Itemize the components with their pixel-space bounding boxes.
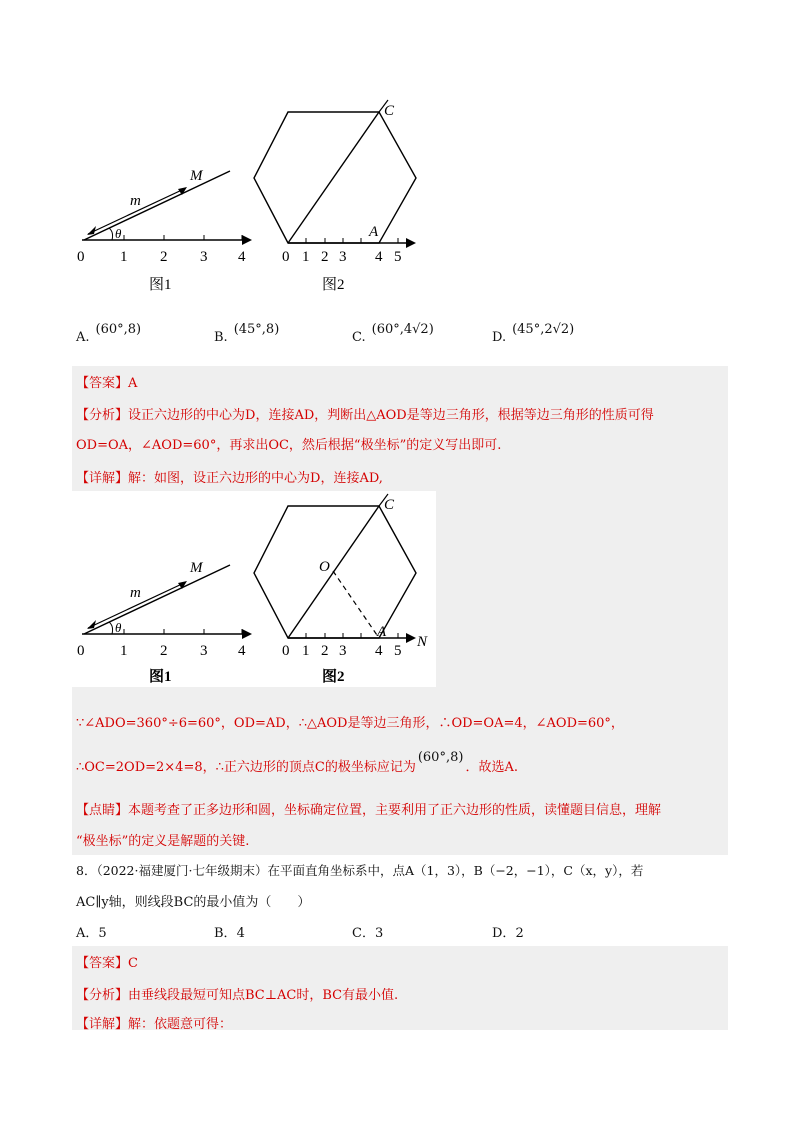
figure-top [72, 95, 432, 295]
fig2-tick-4: 4 [375, 249, 383, 265]
q8-stem-line1: 8．（2022·福建厦门·七年级期末）在平面直角坐标系中，点A（1，3），B（−2，−1），C（x，y），若 [76, 863, 644, 878]
q8-option-c: C．3 [352, 926, 384, 941]
fig1-label-M: M [190, 168, 203, 184]
q7-analysis-line2: OD=OA，∠AOD=60°，再求出OC，然后根据“极坐标”的定义写出即可. [76, 438, 502, 453]
q7-detail-line1: 【详解】解：如图，设正六边形的中心为D，连接AD, [76, 471, 383, 486]
fig1-tick-1: 1 [120, 249, 128, 265]
sol-fig2-tick-3: 3 [339, 643, 347, 659]
fig2-caption: 图2 [322, 277, 345, 293]
sol-fig2-label-C: C [384, 497, 395, 513]
sol-fig1-tick-4: 4 [238, 643, 246, 659]
fig1-tick-3: 3 [200, 249, 208, 265]
q8-option-a: A．5 [76, 926, 107, 941]
sol-fig2-label-A: A [377, 624, 387, 640]
fig2-tick-2: 2 [321, 249, 329, 265]
q7-comment-line2: “极坐标”的定义是解题的关键. [76, 834, 250, 849]
sol-fig1-caption: 图1 [149, 669, 172, 685]
q7-solution-line2: ∴OC=2OD=2×4=8，∴正六边形的顶点C的极坐标应记为(60°,8)．故选A. [76, 750, 518, 775]
sol-fig2-tick-5: 5 [394, 643, 402, 659]
sol-fig2-tick-2: 2 [321, 643, 329, 659]
fig1-label-theta: θ [115, 226, 122, 241]
fig2-label-A: A [369, 224, 379, 240]
sol-fig1-tick-0: 0 [77, 643, 85, 659]
fig1-tick-2: 2 [160, 249, 168, 265]
fig1-caption: 图1 [149, 277, 172, 293]
q7-option-a: A.(60°,8) [76, 322, 142, 345]
fig2-tick-1: 1 [302, 249, 310, 265]
q7-option-c: C.(60°,4√2) [352, 322, 434, 345]
sol-fig2-tick-0: 0 [282, 643, 290, 659]
q7-solution-line1: ∵∠ADO=360°÷6=60°，OD=AD，∴△AOD是等边三角形，∴OD=OA=4，∠AOD=60°， [76, 716, 624, 731]
sol-fig1-tick-1: 1 [120, 643, 128, 659]
q8-answer: 【答案】C [76, 956, 138, 971]
sol-fig1-label-M: M [190, 560, 203, 576]
q7-analysis-line1: 【分析】设正六边形的中心为D，连接AD，判断出△AOD是等边三角形，根据等边三角形的性质可得 [76, 408, 654, 423]
q8-detail-line1: 【详解】解：依题意可得： [76, 1017, 233, 1032]
q8-option-b: B．4 [214, 926, 245, 941]
sol-fig1-label-theta: θ [115, 620, 122, 635]
fig2-tick-5: 5 [394, 249, 402, 265]
q7-answer: 【答案】A [76, 376, 138, 391]
sol-fig2-caption: 图2 [322, 669, 345, 685]
sol-fig2-label-N: N [417, 634, 428, 650]
fig1-label-m: m [130, 193, 141, 209]
sol-fig1-label-m: m [130, 585, 141, 601]
fig2-tick-0: 0 [282, 249, 290, 265]
q7-option-d: D.(45°,2√2) [492, 322, 575, 345]
sol-fig1-tick-2: 2 [160, 643, 168, 659]
sol-fig2-tick-1: 1 [302, 643, 310, 659]
fig2-label-C: C [384, 103, 395, 119]
sol-fig2-tick-4: 4 [375, 643, 383, 659]
q8-stem-line2: AC∥y轴，则线段BC的最小值为（ ） [76, 895, 311, 910]
fig1-tick-4: 4 [238, 249, 246, 265]
q8-option-d: D．2 [492, 926, 524, 941]
figure-solution [72, 491, 436, 687]
fig1-tick-0: 0 [77, 249, 85, 265]
sol-fig1-tick-3: 3 [200, 643, 208, 659]
q8-analysis-line1: 【分析】由垂线段最短可知点BC⊥AC时，BC有最小值. [76, 988, 399, 1003]
q7-option-b: B.(45°,8) [214, 322, 280, 345]
fig2-tick-3: 3 [339, 249, 347, 265]
q7-comment-line1: 【点睛】本题考查了正多边形和圆，坐标确定位置，主要利用了正六边形的性质，读懂题目信息，理解 [76, 803, 662, 818]
sol-fig2-label-O: O [319, 559, 330, 575]
